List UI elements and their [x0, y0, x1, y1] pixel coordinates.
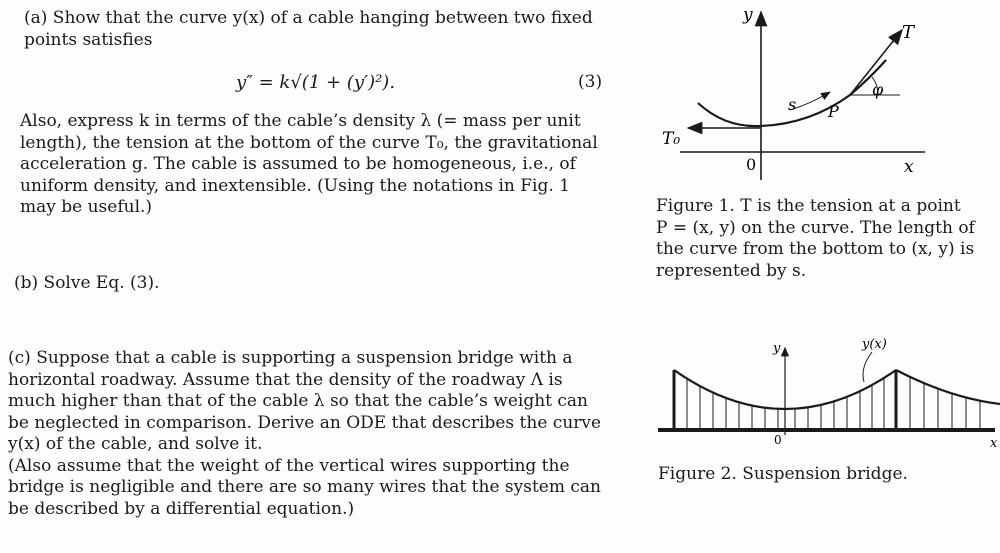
part-c-line: horizontal roadway. Assume that the density of the roadway Λ is — [8, 369, 563, 390]
part-a-line: length), the tension at the bottom of the curve T₀, the gravitational — [20, 132, 598, 153]
part-a-line: may be useful.) — [20, 197, 153, 217]
x-axis-label: x — [904, 157, 914, 177]
part-a-intro-line-2: points satisfies — [24, 29, 153, 50]
part-c-line: be neglected in comparison. Derive an ODE that describes the curve — [8, 412, 602, 433]
equation-3: y″ = k√(1 + (y′)²). — [236, 72, 396, 93]
origin-label: 0 — [774, 433, 782, 447]
part-c — [8, 348, 601, 520]
figure-1-diagram — [650, 0, 990, 185]
y-axis-label: y — [743, 5, 753, 25]
curve-label-pointer — [863, 352, 872, 382]
part-a-line: acceleration g. The cable is assumed to be homogeneous, i.e., of — [20, 154, 576, 174]
figure-1-caption-line: represented by s. — [656, 260, 807, 281]
y-axis-label: y — [773, 341, 781, 356]
x-axis-label: x — [990, 436, 998, 451]
part-c-line: be described by a differential equation.) — [8, 498, 355, 519]
part-a-intro — [24, 8, 593, 51]
equation-number: (3) — [578, 72, 603, 92]
part-a-intro-line-1: (a) Show that the curve y(x) of a cable hanging between two fixed — [24, 8, 593, 28]
figure-1-caption-line: the curve from the bottom to (x, y) is — [656, 239, 975, 259]
point-label: P — [828, 102, 839, 121]
part-c-line: (c) Suppose that a cable is supporting a suspension bridge with a — [8, 348, 573, 368]
tension-label: T — [902, 22, 915, 43]
tension-bottom-label: T₀ — [662, 129, 681, 149]
part-a-line: uniform density, and inextensible. (Using the notations in Fig. 1 — [20, 175, 571, 196]
vertical-wires — [687, 378, 980, 430]
figure-1-caption-line: Figure 1. T is the tension at a point — [656, 196, 961, 216]
origin-label: 0 — [746, 155, 757, 174]
part-a-continuation — [20, 111, 598, 219]
part-c-line: much higher than that of the cable λ so that the cable’s weight can — [8, 391, 589, 411]
part-c-line: bridge is negligible and there are so many wires that the system can — [8, 477, 601, 497]
side-cable — [896, 370, 1000, 404]
figure-2-diagram — [650, 330, 1000, 455]
figure-1-caption-line: P = (x, y) on the curve. The length of — [656, 217, 975, 238]
part-c-line: (Also assume that the weight of the vertical wires supporting the — [8, 455, 570, 476]
cable-curve — [698, 60, 886, 126]
figure-2-caption: Figure 2. Suspension bridge. — [658, 464, 908, 484]
part-c-line: y(x) of the cable, and solve it. — [8, 434, 263, 454]
figure-1-caption — [656, 196, 975, 282]
part-a-line: Also, express k in terms of the cable’s density λ (= mass per unit — [20, 111, 581, 131]
angle-label: φ — [872, 80, 884, 99]
part-b-text: (b) Solve Eq. (3). — [14, 273, 160, 293]
curve-label: y(x) — [862, 337, 887, 352]
arc-length-label: s — [788, 95, 797, 114]
